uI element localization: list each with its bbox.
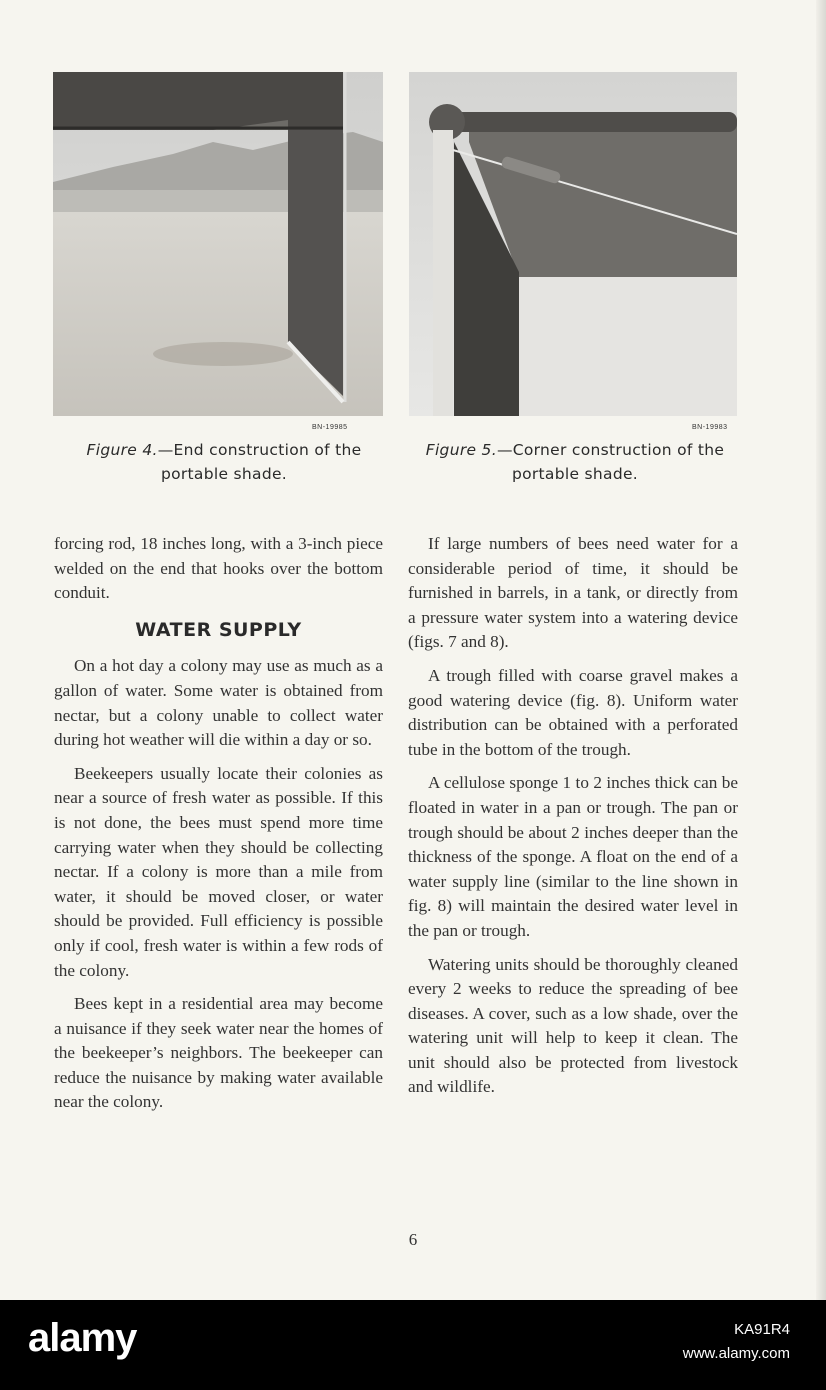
figure-4-caption-text: —End construction of the portable shade.: [157, 441, 362, 483]
watermark-footer: [0, 1300, 826, 1390]
right-paragraph-2: A trough filled with coarse gravel makes a good watering device (fig. 8). Uniform water distribution can be obtained with a perforated tube in the bottom of the trough.: [408, 665, 738, 759]
figure-5-photo-id: BN-19983: [692, 424, 728, 431]
left-column: [54, 532, 383, 1124]
figure-5-photo: [409, 72, 737, 416]
right-column: [408, 532, 738, 1109]
left-paragraph-4: Bees kept in a residential area may become a nuisance if they seek water near the homes of the beekeeper’s neighbors. The beekeeper can reduce the nuisance by making water available near the colony.: [54, 994, 383, 1112]
figure-4-label: Figure 4.: [86, 441, 158, 459]
figure-5-label: Figure 5.: [425, 441, 497, 459]
right-paragraph-1: If large numbers of bees need water for a considerable period of time, it should be furnished in barrels, in a tank, or directly from a pressure water system into a watering device (figs. 7 and 8).: [408, 534, 738, 652]
figure-5-caption-text: —Corner construction of the portable shade.: [496, 441, 725, 483]
footer-info: [683, 1318, 790, 1366]
image-id: KA91R4: [734, 1321, 790, 1338]
figure-4-caption: [54, 438, 394, 486]
figure-4-photo-id: BN-19985: [312, 424, 348, 431]
left-paragraph-2: On a hot day a colony may use as much as a gallon of water. Some water is obtained from nectar, but a colony unable to collect water during hot weather will die within a day or so.: [54, 656, 383, 750]
page-edge-shadow: [816, 0, 826, 1300]
right-paragraph-3: A cellulose sponge 1 to 2 inches thick can be floated in water in a pan or trough. The pan or trough should be about 2 inches deeper than the thickness of the sponge. A float on the end of a water supply line (similar to the line shown in fig. 8) will maintain the desired water level in the pan or trough.: [408, 773, 738, 940]
right-paragraph-4: Watering units should be thoroughly cleaned every 2 weeks to reduce the spreading of bee diseases. A cover, such as a low shade, over the watering unit will help to keep it clean. The unit should also be protected from livestock and wildlife.: [408, 954, 738, 1097]
figure-4-photo: [53, 72, 383, 416]
figure-5-caption: [405, 438, 745, 486]
section-heading: WATER SUPPLY: [135, 618, 302, 641]
left-paragraph-3: Beekeepers usually locate their colonies as near a source of fresh water as possible. If this is not done, the bees must spend more time carrying water when they should be collecting nectar. If a colony is more than a mile from water, it should be moved closer, or water should be provided. Full efficiency is possible only if cool, fresh water is within a few rods of the colony.: [54, 763, 383, 980]
alamy-logo: alamy: [28, 1316, 137, 1360]
page-number: 6: [408, 1230, 418, 1249]
site-url: www.alamy.com: [682, 1345, 790, 1362]
left-paragraph-1: forcing rod, 18 inches long, with a 3-inch piece welded on the end that hooks over the bottom conduit.: [54, 534, 383, 603]
